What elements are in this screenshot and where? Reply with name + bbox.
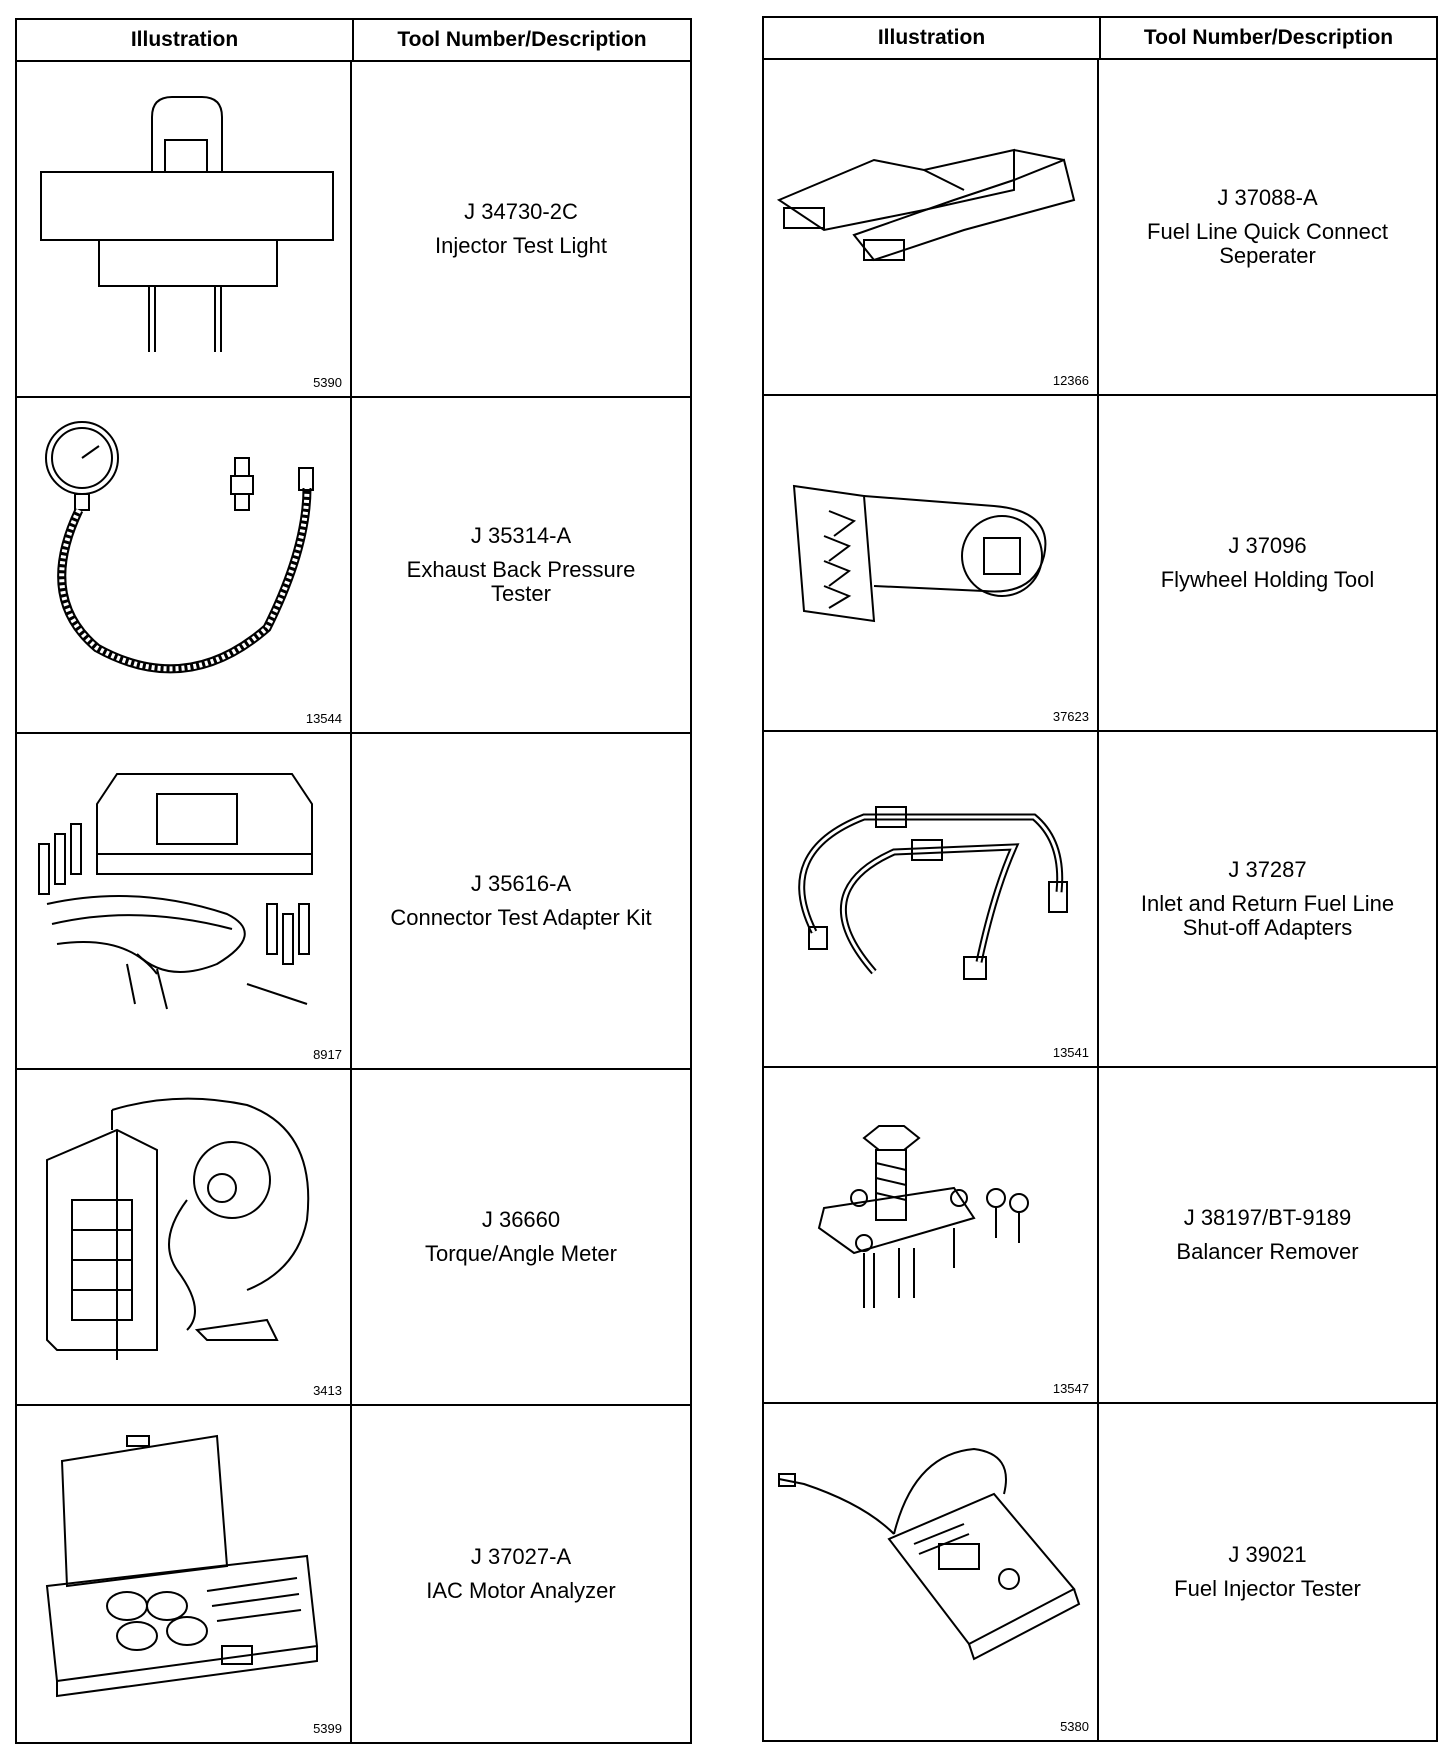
tool-table-left xyxy=(15,18,692,1744)
shutoff-adapters-illustration xyxy=(764,732,1097,1066)
table-row xyxy=(764,1404,1436,1740)
tool-name: Fuel Line Quick Connect Seperater xyxy=(1147,219,1388,268)
tool-name: Exhaust Back Pressure Tester xyxy=(406,557,636,606)
illustration-cell xyxy=(17,398,352,732)
illustration-cell xyxy=(17,1406,352,1742)
tool-number: J 38197/BT-9189 xyxy=(1183,1205,1352,1230)
quick-connect-separator-illustration xyxy=(764,60,1097,394)
pressure-gauge-illustration xyxy=(17,398,350,732)
fuel-injector-tester-illustration xyxy=(764,1404,1097,1738)
tool-header: Tool Number/Description xyxy=(1143,26,1394,49)
illustration-cell xyxy=(764,396,1099,730)
table-header xyxy=(764,18,1436,60)
table-row xyxy=(764,1068,1436,1404)
table-row xyxy=(764,60,1436,396)
table-row xyxy=(17,398,690,734)
tool-number: J 37027-A xyxy=(470,1544,572,1569)
figure-number: 5380 xyxy=(1060,1719,1089,1734)
tool-number: J 37088-A xyxy=(1217,185,1318,210)
tool-description xyxy=(1099,396,1436,730)
figure-number: 12366 xyxy=(1052,373,1089,388)
table-row xyxy=(17,1406,690,1742)
illustration-cell xyxy=(17,734,352,1068)
tool-description xyxy=(352,1406,690,1742)
illustration-cell xyxy=(764,1404,1099,1740)
tool-number: J 36660 xyxy=(481,1207,561,1232)
tool-number: J 37287 xyxy=(1228,857,1307,882)
illustration-header: Illustration xyxy=(17,20,354,60)
illustration-cell xyxy=(17,1070,352,1404)
figure-number: 3413 xyxy=(313,1383,342,1398)
figure-number: 5399 xyxy=(313,1721,342,1736)
tool-number: J 35314-A xyxy=(470,523,572,548)
tool-name: Balancer Remover xyxy=(1176,1239,1359,1264)
illustration-cell xyxy=(764,732,1099,1066)
tool-name: Flywheel Holding Tool xyxy=(1160,567,1375,592)
tool-name: Connector Test Adapter Kit xyxy=(390,905,652,930)
figure-number: 13547 xyxy=(1052,1381,1089,1396)
tool-description xyxy=(352,1070,690,1404)
tool-name: Torque/Angle Meter xyxy=(425,1241,617,1266)
illustration-cell xyxy=(764,60,1099,394)
table-header xyxy=(17,20,690,62)
table-row xyxy=(17,62,690,398)
tool-header: Tool Number/Description xyxy=(397,28,647,51)
torque-angle-meter-illustration xyxy=(17,1070,350,1404)
tool-description xyxy=(352,398,690,732)
figure-number: 13541 xyxy=(1052,1045,1089,1060)
illustration-cell xyxy=(764,1068,1099,1402)
tool-name: Inlet and Return Fuel Line Shut-off Adapters xyxy=(1140,891,1395,940)
iac-analyzer-case-illustration xyxy=(17,1406,350,1740)
table-row xyxy=(764,732,1436,1068)
tool-description xyxy=(1099,60,1436,394)
figure-number: 13544 xyxy=(305,711,342,726)
table-row xyxy=(17,1070,690,1406)
flywheel-holding-tool-illustration xyxy=(764,396,1097,730)
table-row xyxy=(764,396,1436,732)
illustration-cell xyxy=(17,62,352,396)
illustration-header: Illustration xyxy=(764,18,1101,58)
tool-description xyxy=(352,62,690,396)
tool-name: Fuel Injector Tester xyxy=(1174,1576,1361,1601)
figure-number: 5390 xyxy=(313,375,342,390)
tool-description xyxy=(1099,1068,1436,1402)
adapter-kit-illustration xyxy=(17,734,350,1068)
figure-number: 37623 xyxy=(1052,709,1089,724)
injector-test-light-illustration xyxy=(17,62,350,396)
tool-description xyxy=(1099,732,1436,1066)
tool-description xyxy=(352,734,690,1068)
tool-name: IAC Motor Analyzer xyxy=(426,1578,616,1603)
tool-name: Injector Test Light xyxy=(434,233,608,258)
tool-description xyxy=(1099,1404,1436,1740)
tool-table-right xyxy=(762,16,1438,1742)
tool-number: J 39021 xyxy=(1228,1542,1307,1567)
tool-number: J 34730-2C xyxy=(464,199,578,224)
figure-number: 8917 xyxy=(313,1047,342,1062)
tool-number: J 35616-A xyxy=(470,871,572,896)
table-row xyxy=(17,734,690,1070)
tool-number: J 37096 xyxy=(1228,533,1307,558)
balancer-remover-illustration xyxy=(764,1068,1097,1402)
